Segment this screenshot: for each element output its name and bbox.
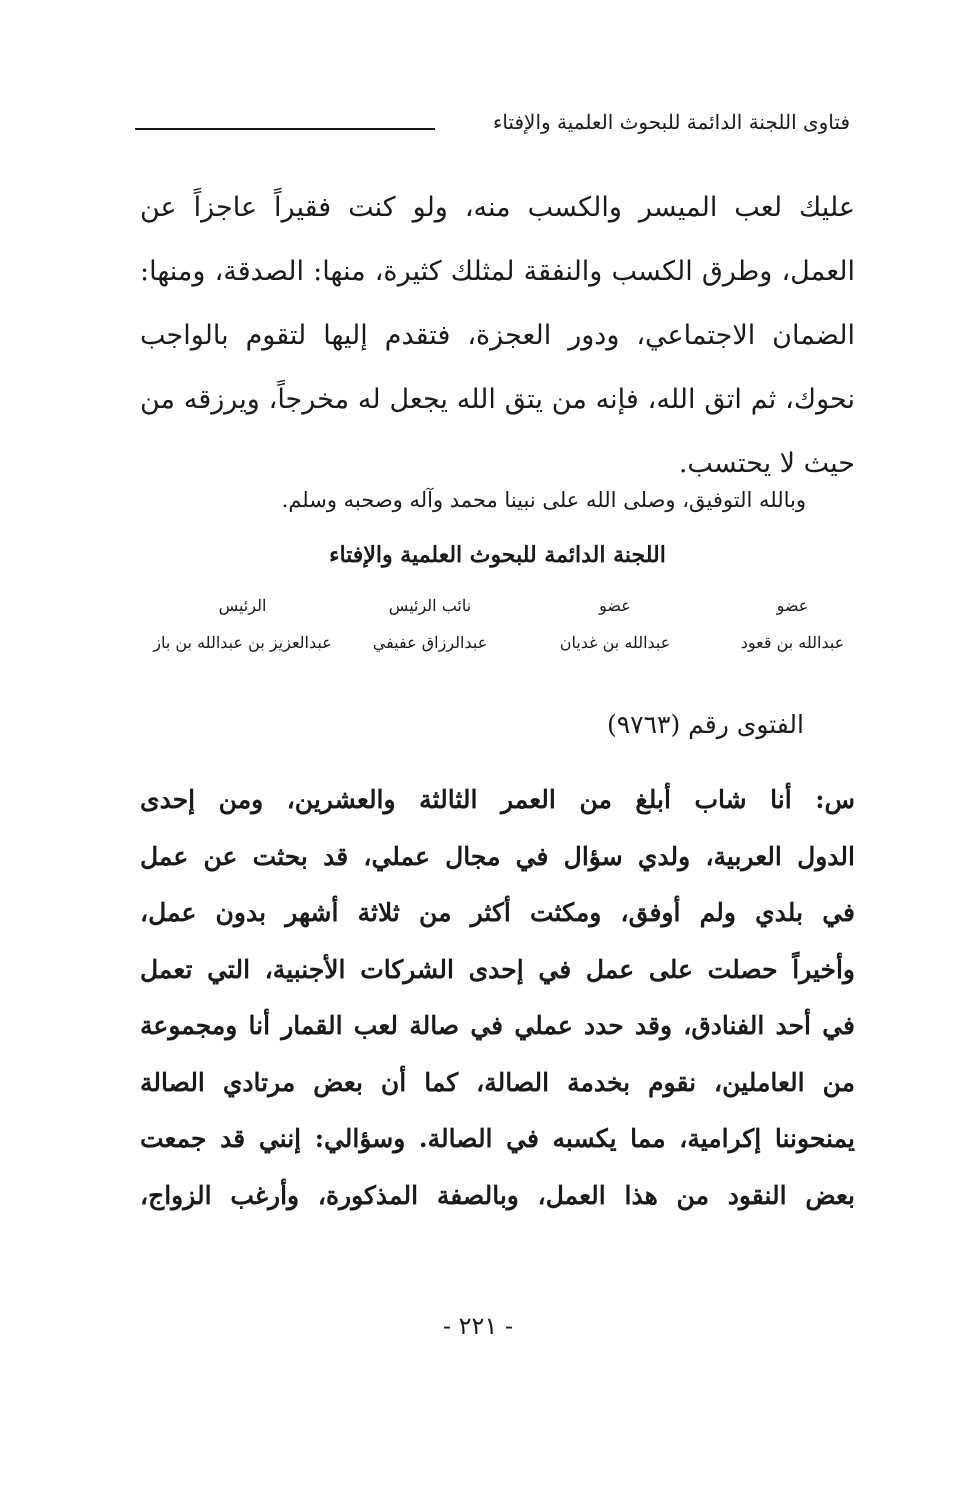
answer-line: عليك لعب الميسر والكسب منه، ولو كنت فقيراً عاجزاً عن [140,192,855,223]
running-head-rule [135,128,435,130]
question-line: الدول العربية، ولدي سؤال في مجال عملي، قد بحثت عن عمل [140,841,855,871]
signatory [140,596,345,652]
signatory [535,596,695,652]
closing-formula: وبالله التوفيق، وصلى الله على نبينا محمد وآله وصحبه وسلم. [281,488,806,512]
committee-title: اللجنة الدائمة للبحوث العلمية والإفتاء [329,542,666,568]
signatory-role: عضو [776,596,809,615]
answer-line: حيث لا يحتسب. [678,448,855,479]
signatory-name: عبدالرزاق عفيفي [372,633,488,652]
answer-line: الضمان الاجتماعي، ودور العجزة، فتقدم إليها لتقوم بالواجب [140,320,855,351]
signatory-role: عضو [599,596,631,615]
question-line: س: أنا شاب أبلغ من العمر الثالثة والعشرين، ومن إحدى [140,785,855,814]
question-line: يمنحوننا إكرامية، مما يكسبه في الصالة. وسؤالي: إنني قد جمعت [140,1124,855,1153]
signatures [140,596,855,676]
question-line: في أحد الفنادق، وقد حدد عملي في صالة لعب القمار أنا ومجموعة [140,1011,855,1040]
answer-paragraph [140,176,855,496]
signatory-role: الرئيس [218,596,267,615]
running-head [135,104,850,144]
signatory [730,596,855,652]
question-line: في بلدي ولم أوفق، ومكثت أكثر من ثلاثة أشهر بدون عمل، [140,898,855,927]
question-line: من العاملين، نقوم بخدمة الصالة، كما أن بعض مرتادي الصالة [140,1067,855,1097]
fatwa-number: الفتوى رقم (٩٧٦٣) [606,710,804,739]
signatory [350,596,510,652]
signatory-role: نائب الرئيس [388,596,472,615]
question-line: وأخيراً حصلت على عمل في إحدى الشركات الأجنبية، التي تعمل [140,954,855,984]
page-number: - ٢٢١ - [442,1312,514,1340]
signatory-name: عبدالله بن قعود [740,633,845,652]
answer-line: العمل، وطرق الكسب والنفقة لمثلك كثيرة، منها: الصدقة، ومنها: [140,256,855,287]
running-head-title: فتاوى اللجنة الدائمة للبحوث العلمية والإفتاء [492,110,850,134]
answer-line: نحوك، ثم اتق الله، فإنه من يتق الله يجعل له مخرجاً، ويرزقه من [140,384,855,415]
question-line: بعض النقود من هذا العمل، وبالصفة المذكورة، وأرغب الزواج، [140,1180,855,1210]
signatory-name: عبدالعزيز بن عبدالله بن باز [153,633,332,652]
question-paragraph [140,772,855,1224]
signatory-name: عبدالله بن غديان [559,633,671,652]
